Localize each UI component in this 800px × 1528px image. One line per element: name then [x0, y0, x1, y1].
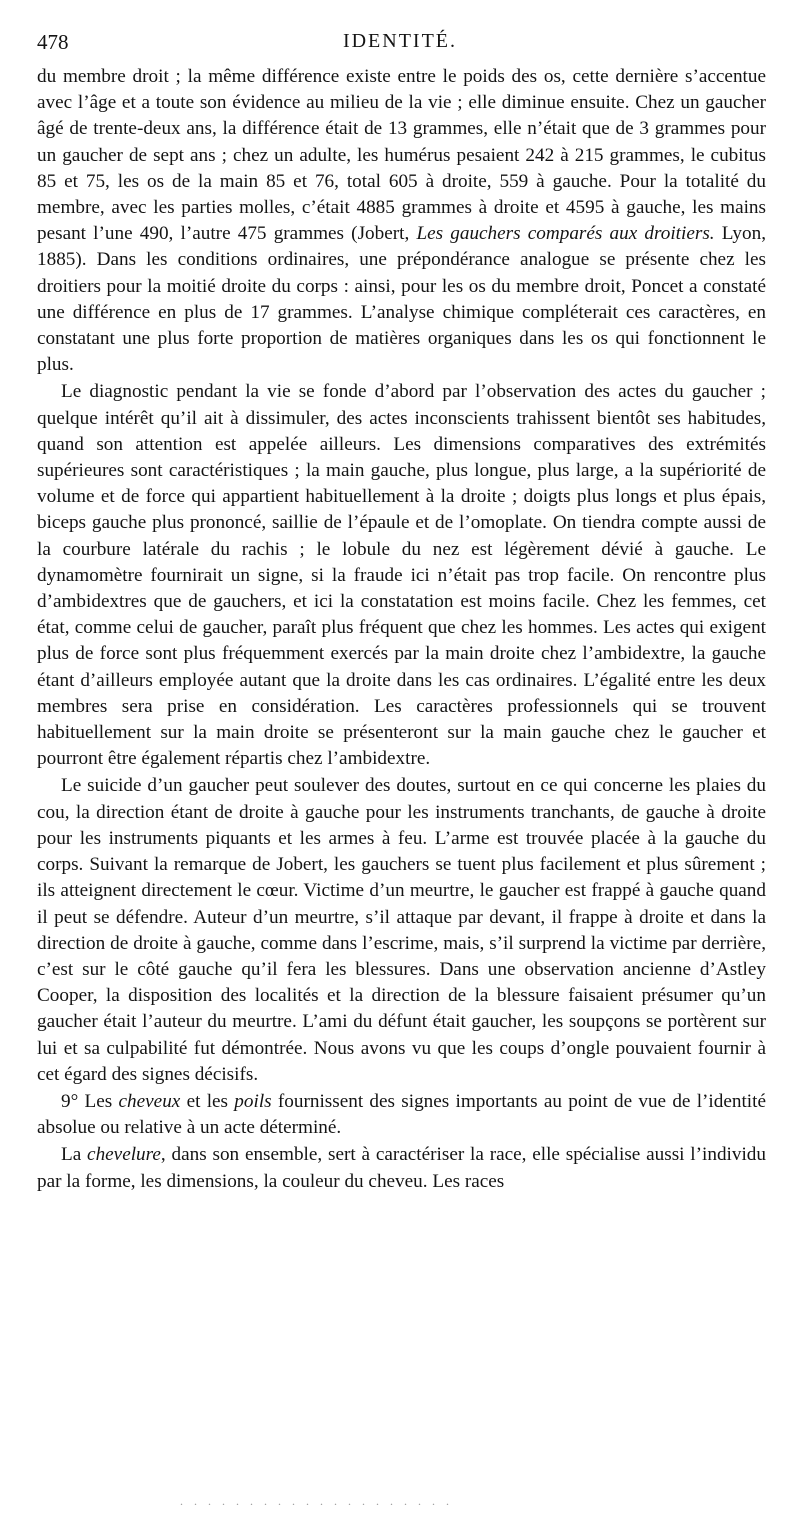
italic-run: poils	[234, 1090, 272, 1112]
paragraph	[37, 1142, 766, 1194]
text-run: Lyon, 1885). Dans les conditions ordinaires, une prépondérance analogue se présente chez les droitiers pour la moitié droite du corps : ainsi, pour les os du membre droit, Poncet a constaté une différence en plus de 17 grammes. L’analyse chimique compléterait ces caractères, en constatant une plus forte proportion de matières organiques dans les os qui fonctionnent le plus.	[37, 223, 766, 376]
paragraph	[37, 773, 766, 1087]
italic-run: chevelure	[87, 1144, 161, 1166]
paragraph	[37, 64, 766, 378]
running-head	[37, 30, 763, 56]
text-run: , dans son ensemble, sert à caractériser la race, elle spécialise aussi l’individu par la forme, les dimensions, la couleur du cheveu. Les races	[37, 1144, 766, 1192]
text-run: et les	[180, 1090, 235, 1112]
paragraph	[37, 379, 766, 772]
running-title: IDENTITÉ.	[342, 30, 458, 52]
paragraph	[37, 1089, 766, 1141]
text-run: Le diagnostic pendant la vie se fonde d’abord par l’observation des actes du gaucher ; quelque intérêt qu’il ait à dissimuler, des actes inconscients trahissent bientôt ses habitudes, quand son attention est appelée ailleurs. Les dimensions comparatives des extrémités supérieures sont caractéristiques ; la main gauche, plus longue, plus large, a la supériorité de volume et de force qui appartient habituellement à la droite ; doigts plus longs et plus épais, biceps gauche plus prononcé, saillie de l’épaule et de l’omoplate. On tiendra compte aussi de la courbure latérale du rachis ; le lobule du nez est légèrement dévié à gauche. Le dynamomètre fournirait un signe, si la fraude ici n’était pas trop facile. On rencontre plus d’ambidextres que de gauchers, et ici la constatation est moins facile. Chez les femmes, cet état, comme celui de gaucher, paraît plus fréquent que chez les hommes. Les actes qui exigent plus de force sont plus fréquemment exercés par la main droite chez l’ambidextre, la gauche étant d’ailleurs employée autant que la droite dans les cas ordinaires. L’égalité entre les deux membres sera prise en considération. Les caractères professionnels qui se trouvent habituellement sur la main droite se présenteront sur la main gauche chez le gaucher et pourront être également répartis chez l’ambidextre.	[37, 381, 766, 770]
text-run: Le suicide d’un gaucher peut soulever des doutes, surtout en ce qui concerne les plaies du cou, la direction étant de droite à gauche pour les instruments tranchants, de gauche à droite pour les instruments piquants et les armes à feu. L’arme est trouvée placée à la gauche du corps. Suivant la remarque de Jobert, les gauchers se tuent plus facilement et plus sûrement ; ils atteignent directement le cœur. Victime d’un meurtre, le gaucher est frappé à gauche quand il peut se défendre. Auteur d’un meurtre, s’il attaque par devant, il frappe à droite et dans la direction de droite à gauche, comme dans l’escrime, mais, s’il surprend la victime par derrière, c’est sur le côté gauche qu’il fera les blessures. Dans une observation ancienne d’Astley Cooper, la disposition des localités et la direction de la blessure faisaient présumer qu’un gaucher était l’auteur du meurtre. L’ami du défunt était gaucher, les soupçons se portèrent sur lui et sa culpabilité fut démontrée. Nous avons vu que les coups d’ongle pouvaient fournir à cet égard des signes décisifs.	[37, 775, 766, 1085]
page-number: 478	[37, 30, 69, 54]
body-text	[37, 64, 766, 1195]
italic-run: cheveux	[118, 1090, 181, 1112]
footer-marks: . . . . . . . . . . . . . . . . . . . .	[180, 1494, 453, 1508]
text-run: La	[61, 1144, 88, 1166]
italic-run: Les gauchers comparés aux droitiers.	[416, 223, 715, 245]
text-run: du membre droit ; la même différence existe entre le poids des os, cette dernière s’accentue avec l’âge et a toute son évidence au milieu de la vie ; elle diminue ensuite. Chez un gaucher âgé de trente-deux ans, la différence était de 13 grammes, elle n’était que de 3 grammes pour un gaucher de sept ans ; chez un adulte, les humérus pesaient 242 à 215 grammes, le cubitus 85 et 75, les os de la main 85 et 76, total 605 à droite, 559 à gauche. Pour la totalité du membre, avec les parties molles, c’était 4885 grammes à droite et 4595 à gauche, les mains pesant l’une 490, l’autre 475 grammes (Jobert,	[37, 66, 766, 245]
text-run: fournissent des signes importants au point de vue de l’identité absolue ou relative à un acte déterminé.	[37, 1090, 766, 1139]
text-run: 9° Les	[61, 1090, 119, 1112]
